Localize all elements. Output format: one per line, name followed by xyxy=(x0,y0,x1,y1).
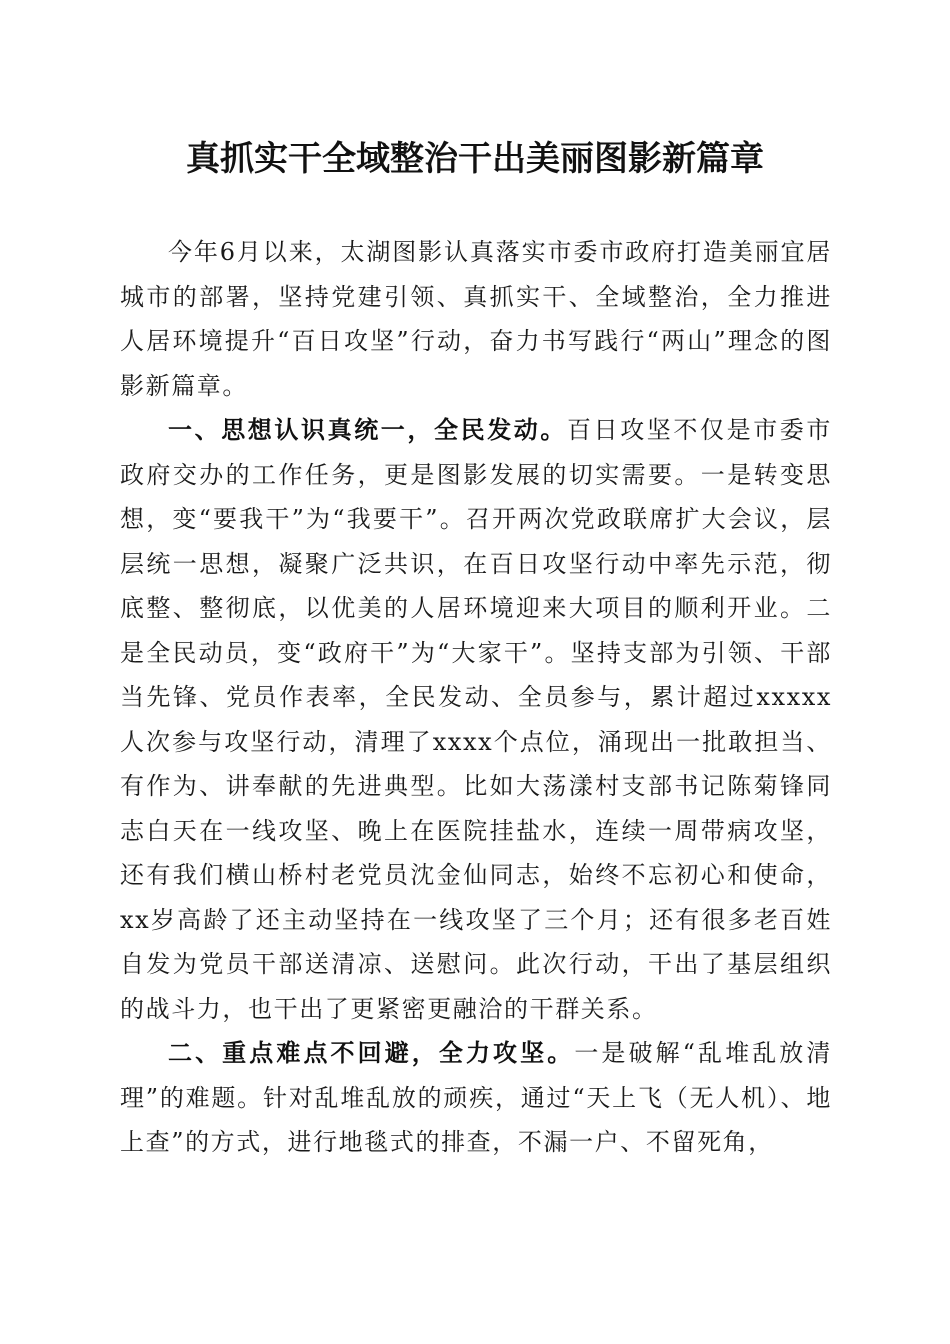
paragraph-intro xyxy=(120,230,832,408)
document-title: 真抓实干全域整治干出美丽图影新篇章 xyxy=(186,139,764,179)
section-1-text: 百日攻坚不仅是市委市政府交办的工作任务，更是图影发展的切实需要。一是转变思想，变“要我干”为“我要干”。召开两次党政联席扩大会议，层层统一思想，凝聚广泛共识，在百日攻坚行动中率先示范，彻底整、整彻底，以优美的人居环境迎来大项目的顺利开业。二是全民动员，变“政府干”为“大家干”。坚持支部为引领、干部当先锋、党员作表率，全民发动、全员参与，累计超过xxxxx人次参与攻坚行动，清理了xxxx个点位，涌现出一批敢担当、有作为、讲奉献的先进典型。比如大荡漾村支部书记陈菊锋同志白天在一线攻坚、晚上在医院挂盐水，连续一周带病攻坚，还有我们横山桥村老党员沈金仙同志，始终不忘初心和使命，xx岁高龄了还主动坚持在一线攻坚了三个月；还有很多老百姓自发为党员干部送清凉、送慰问。此次行动，干出了基层组织的战斗力，也干出了更紧密更融洽的干群关系。 xyxy=(120,416,832,1023)
section-2-heading: 二、重点难点不回避，全力攻坚。 xyxy=(168,1039,575,1067)
section-2-text: 一是破解“乱堆乱放清理”的难题。针对乱堆乱放的顽疾，通过“天上飞（无人机）、地上查”的方式，进行地毯式的排查，不漏一户、不留死角， xyxy=(120,1039,832,1156)
paragraph-intro-text: 今年6月以来，太湖图影认真落实市委市政府打造美丽宜居城市的部署，坚持党建引领、真抓实干、全域整治，全力推进人居环境提升“百日攻坚”行动，奋力书写践行“两山”理念的图影新篇章。 xyxy=(120,238,832,400)
document-body xyxy=(120,230,832,1165)
paragraph-section-1 xyxy=(120,408,832,1031)
paragraph-section-2 xyxy=(120,1031,832,1165)
section-1-heading: 一、思想认识真统一，全民发动。 xyxy=(168,416,567,444)
